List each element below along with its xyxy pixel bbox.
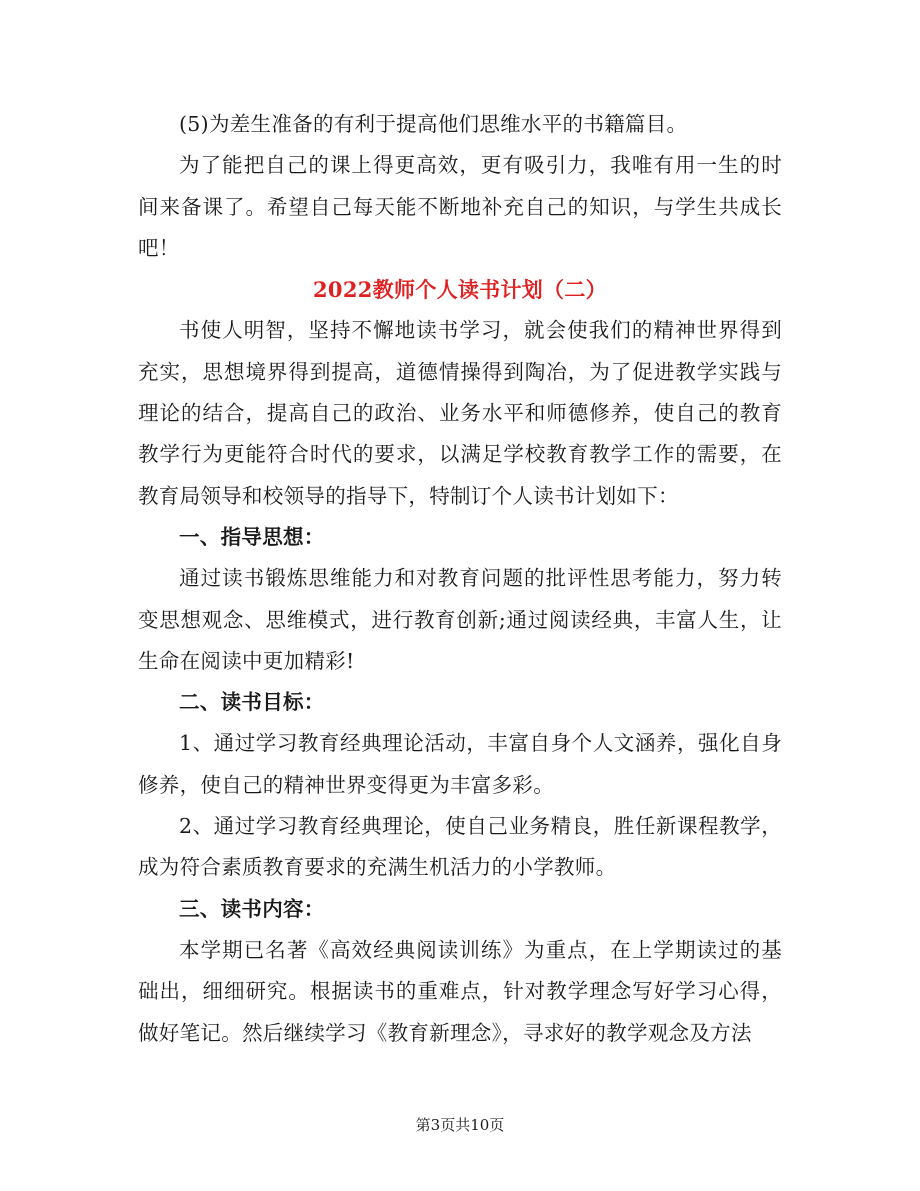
- paragraph-goal-1: 1、通过学习教育经典理论活动，丰富自身个人文涵养，强化自身修养，使自己的精神世界变得更为丰富多彩。: [138, 731, 782, 797]
- document-body: [138, 104, 782, 1054]
- paragraph-guiding-thought: 通过读书锻炼思维能力和对教育问题的批评性思考能力，努力转变思想观念、思维模式，进行教育创新;通过阅读经典，丰富人生，让生命在阅读中更加精彩!: [138, 566, 782, 673]
- page-number: 第3页共10页: [415, 1116, 505, 1134]
- section-title: 2022教师个人读书计划（二）: [313, 277, 607, 303]
- heading-reading-content: 三、读书内容：: [179, 896, 325, 921]
- paragraph-reading-content: 本学期已名著《高效经典阅读训练》为重点，在上学期读过的基础出，细细研究。根据读书的重难点，针对教学理念写好学习心得，做好笔记。然后继续学习《教育新理念》，寻求好的教学观念及方法: [138, 937, 782, 1045]
- paragraph-goal-2: 2、通过学习教育经典理论，使自己业务精良，胜任新课程教学，成为符合素质教育要求的充满生机活力的小学教师。: [138, 814, 782, 880]
- paragraph-closing: 为了能把自己的课上得更高效，更有吸引力，我唯有用一生的时间来备课了。希望自己每天能不断地补充自己的知识，与学生共成长吧！: [138, 153, 782, 260]
- paragraph-intro: 书使人明智，坚持不懈地读书学习，就会使我们的精神世界得到充实，思想境界得到提高，道德情操得到陶冶，为了促进教学实践与理论的结合，提高自己的政治、业务水平和师德修养，使自己的教育教学行为更能符合时代的要求，以满足学校教育教学工作的需要，在教育局领导和校领导的指导下，特制订个人读书计划如下：: [138, 318, 782, 508]
- paragraph-list-item-5: (5)为差生准备的有利于提高他们思维水平的书籍篇目。: [179, 112, 688, 136]
- heading-reading-goals: 二、读书目标：: [179, 690, 325, 715]
- heading-guiding-thought: 一、指导思想：: [179, 524, 325, 549]
